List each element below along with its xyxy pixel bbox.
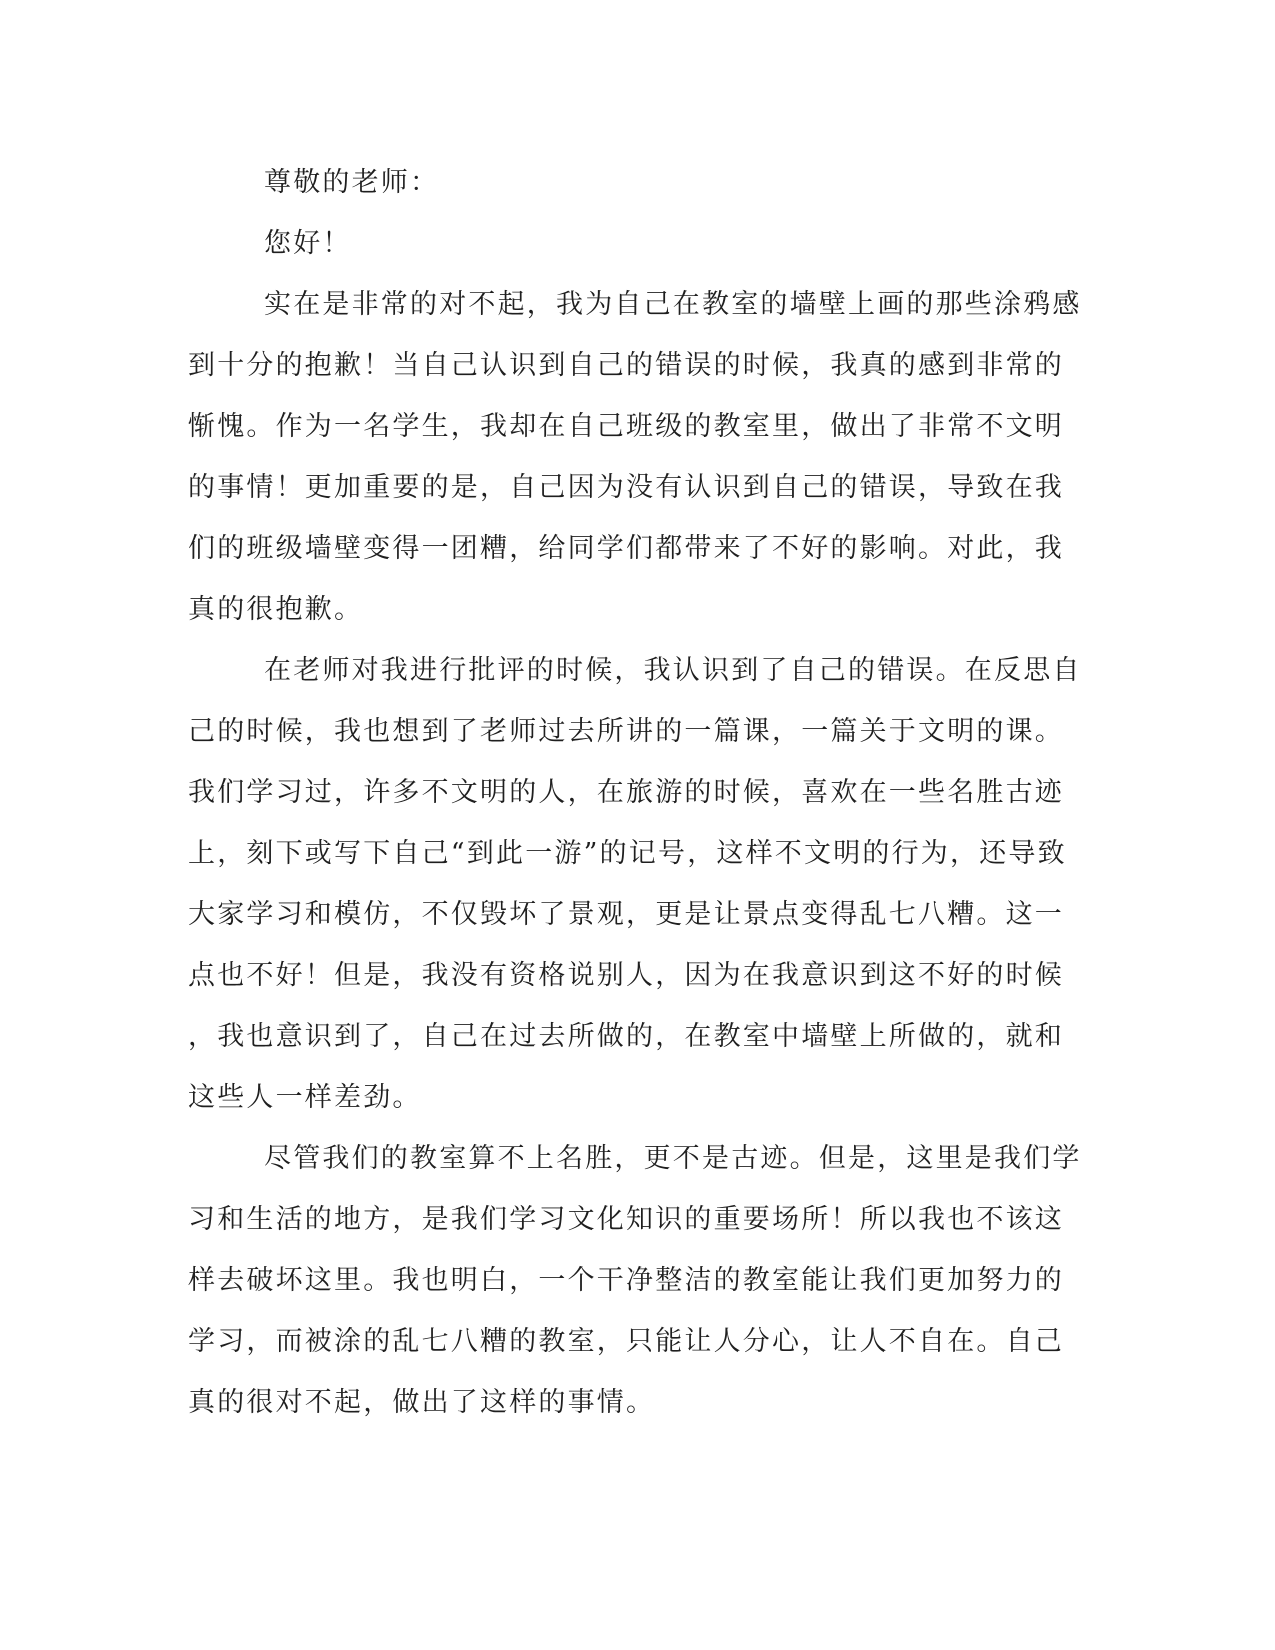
paragraph-line: 实在是非常的对不起，我为自己在教室的墙壁上画的那些涂鸦感 <box>264 289 1082 320</box>
paragraph-line: 样去破坏这里。我也明白，一个干净整洁的教室能让我们更加努力的 <box>188 1265 1064 1296</box>
paragraph-line: 大家学习和模仿，不仅毁坏了景观，更是让景点变得乱七八糟。这一 <box>188 899 1064 930</box>
paragraph-line: 尽管我们的教室算不上名胜，更不是古迹。但是，这里是我们学 <box>264 1143 1082 1174</box>
paragraph-line: 己的时候，我也想到了老师过去所讲的一篇课，一篇关于文明的课。 <box>188 716 1064 747</box>
paragraph-classroom <box>188 1128 1080 1433</box>
paragraph-line: 到十分的抱歉！当自己认识到自己的错误的时候，我真的感到非常的 <box>188 350 1064 381</box>
paragraph-line: 真的很对不起，做出了这样的事情。 <box>188 1387 656 1418</box>
paragraph-line: 们的班级墙壁变得一团糟，给同学们都带来了不好的影响。对此，我 <box>188 533 1064 564</box>
paragraph-line: 我们学习过，许多不文明的人，在旅游的时候，喜欢在一些名胜古迹 <box>188 777 1064 808</box>
paragraph-apology <box>188 274 1080 640</box>
paragraph-line: 惭愧。作为一名学生，我却在自己班级的教室里，做出了非常不文明 <box>188 411 1064 442</box>
greeting: 您好！ <box>264 228 352 259</box>
paragraph-line: 在老师对我进行批评的时候，我认识到了自己的错误。在反思自 <box>264 655 1082 686</box>
paragraph-line: 点也不好！但是，我没有资格说别人，因为在我意识到这不好的时候 <box>188 960 1064 991</box>
paragraph-line: 上，刻下或写下自己“到此一游”的记号，这样不文明的行为，还导致 <box>188 838 1067 869</box>
paragraph-line: ，我也意识到了，自己在过去所做的，在教室中墙壁上所做的，就和 <box>188 1021 1064 1052</box>
paragraph-reflection <box>188 640 1080 1128</box>
paragraph-line: 的事情！更加重要的是，自己因为没有认识到自己的错误，导致在我 <box>188 472 1064 503</box>
salutation: 尊敬的老师： <box>264 167 440 198</box>
paragraph-line: 这些人一样差劲。 <box>188 1082 422 1113</box>
letter-body <box>188 152 1080 1433</box>
paragraph-line: 学习，而被涂的乱七八糟的教室，只能让人分心，让人不自在。自己 <box>188 1326 1064 1357</box>
paragraph-line: 真的很抱歉。 <box>188 594 364 625</box>
paragraph-line: 习和生活的地方，是我们学习文化知识的重要场所！所以我也不该这 <box>188 1204 1064 1235</box>
